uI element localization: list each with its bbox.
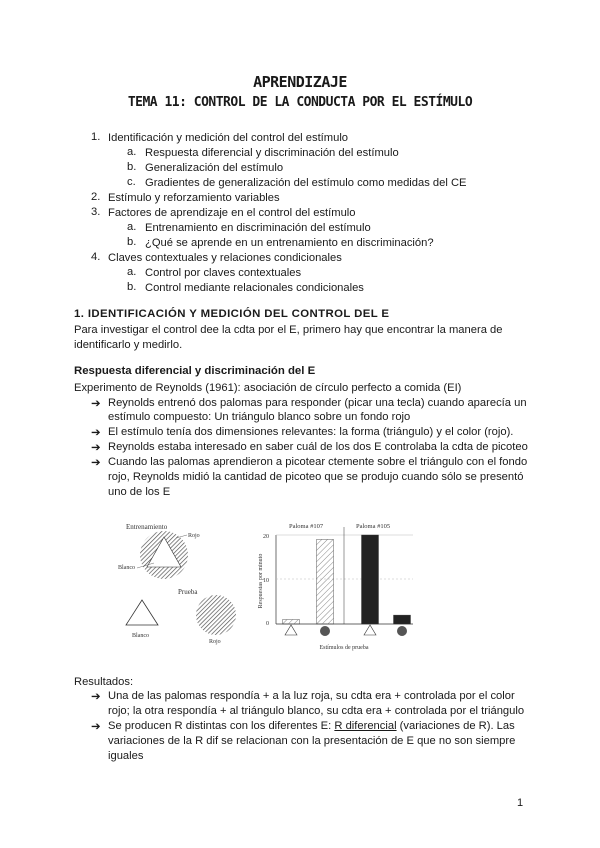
toc-item: Claves contextuales y relaciones condicionales: [108, 252, 342, 264]
toc-letter: a.: [127, 221, 137, 233]
x-red-circle-icon: [397, 626, 407, 636]
test-triangle-icon: [126, 600, 158, 625]
bullet-line: iguales: [108, 750, 144, 762]
toc-subitem: Control por claves contextuales: [145, 267, 302, 279]
bar-105-triangle: [362, 535, 379, 624]
x-axis-label: Estímulos de prueba: [319, 645, 369, 651]
toc-subitem: Entrenamiento en discriminación del estímulo: [145, 222, 371, 234]
test-red-label: Rojo: [209, 639, 221, 645]
page-number: 1: [517, 797, 524, 809]
toc-subitem: Gradientes de generalización del estímulo como medidas del CE: [145, 177, 467, 189]
underlined-term: R diferencial: [334, 720, 397, 732]
arrow-bullet-icon: ➔: [91, 721, 101, 733]
toc-letter: b.: [127, 281, 137, 293]
page-title: APRENDIZAJE: [253, 73, 347, 91]
bullet-line: El estímulo tenía dos dimensiones relevantes: la forma (triángulo) y el color (rojo).: [108, 426, 514, 438]
red-label: Rojo: [188, 533, 200, 539]
pigeon-105-label: Paloma #105: [356, 523, 391, 530]
toc-item: Factores de aprendizaje en el control del estímulo: [108, 207, 356, 219]
toc-subitem: Generalización del estímulo: [145, 162, 284, 174]
paragraph-line: Experimento de Reynolds (1961): asociación de círculo perfecto a comida (EI): [74, 382, 462, 394]
toc-letter: b.: [127, 236, 137, 248]
bullet-line: Reynolds entrenó dos palomas para responder (picar una tecla) cuando aparecía un: [108, 397, 527, 409]
bullet-line: Cuando las palomas aprendieron a picotear ctemente sobre el triángulo con el fondo: [108, 456, 528, 468]
test-label: Prueba: [178, 588, 198, 596]
toc-number: 2.: [91, 191, 101, 203]
test-red-circle: [196, 595, 236, 635]
reynolds-figure: [112, 517, 422, 657]
arrow-bullet-icon: ➔: [91, 442, 101, 454]
bar-105-red: [394, 615, 411, 624]
bar-chart: [258, 523, 413, 651]
bullet-line: [108, 719, 515, 733]
y-tick-10: 10: [263, 578, 269, 584]
arrow-bullet-icon: ➔: [91, 427, 101, 439]
toc-subitem: Respuesta diferencial y discriminación del estímulo: [145, 147, 399, 159]
toc-number: 1.: [91, 131, 101, 143]
toc-letter: c.: [127, 176, 136, 188]
bullet-line: Reynolds estaba interesado en saber cuál de los dos E controlaba la cdta de picoteo: [108, 441, 528, 453]
toc-letter: b.: [127, 161, 137, 173]
bullet-line: uno de los E: [108, 486, 171, 498]
bar-107-red: [317, 539, 334, 624]
toc-number: 3.: [91, 206, 101, 218]
toc-letter: a.: [127, 146, 137, 158]
bullet-line: rojo, Reynolds midió la cantidad de picoteo que se produjo cuando sólo se presentó: [108, 471, 524, 483]
section-heading: 1. IDENTIFICACIÓN Y MEDICIÓN DEL CONTROL DEL E: [74, 308, 390, 320]
page-subtitle: TEMA 11: CONTROL DE LA CONDUCTA POR EL ESTÍMULO: [127, 95, 473, 110]
subsection-heading: Respuesta diferencial y discriminación del E: [74, 365, 316, 377]
paragraph-line: Para investigar el control dee la cdta por el E, primero hay que encontrar la manera de: [74, 324, 503, 336]
pigeon-107-label: Paloma #107: [289, 523, 324, 530]
x-triangle-icon: [364, 625, 376, 635]
y-tick-20: 20: [263, 534, 269, 540]
toc-subitem: Control mediante relacionales condicionales: [145, 282, 364, 294]
toc-item: Estímulo y reforzamiento variables: [108, 192, 280, 204]
bar-107-triangle: [283, 620, 300, 624]
training-label: Entrenamiento: [126, 523, 168, 531]
bullet-line: rojo; la otra respondía + al triángulo blanco, su cdta era + controlada por el triángulo: [108, 705, 525, 717]
test-white-label: Blanco: [132, 633, 149, 639]
results-label: Resultados:: [74, 676, 134, 688]
bullet-line: variaciones de la R dif se relacionan con la presentación de E que no son siempre: [108, 735, 516, 747]
y-tick-0: 0: [266, 621, 269, 627]
text-run: Se producen R distintas con los diferentes E:: [108, 720, 335, 732]
x-red-circle-icon: [320, 626, 330, 636]
toc-number: 4.: [91, 251, 101, 263]
x-triangle-icon: [285, 625, 297, 635]
bullet-line: estímulo compuesto: Un triángulo blanco sobre un fondo rojo: [108, 411, 411, 423]
toc-item: Identificación y medición del control del estímulo: [108, 132, 349, 144]
bullet-line: Una de las palomas respondía + a la luz roja, su cdta era + controlada por el color: [108, 690, 515, 702]
arrow-bullet-icon: ➔: [91, 691, 101, 703]
y-axis-label: Respuestas por minuto: [258, 553, 264, 609]
text-run: (variaciones de R). Las: [396, 720, 515, 732]
arrow-bullet-icon: ➔: [91, 457, 101, 469]
arrow-bullet-icon: ➔: [91, 398, 101, 410]
toc-letter: a.: [127, 266, 137, 278]
toc-subitem: ¿Qué se aprende en un entrenamiento en discriminación?: [145, 237, 434, 249]
white-label: Blanco: [118, 565, 135, 571]
paragraph-line: identificarlo y medirlo.: [74, 339, 183, 351]
